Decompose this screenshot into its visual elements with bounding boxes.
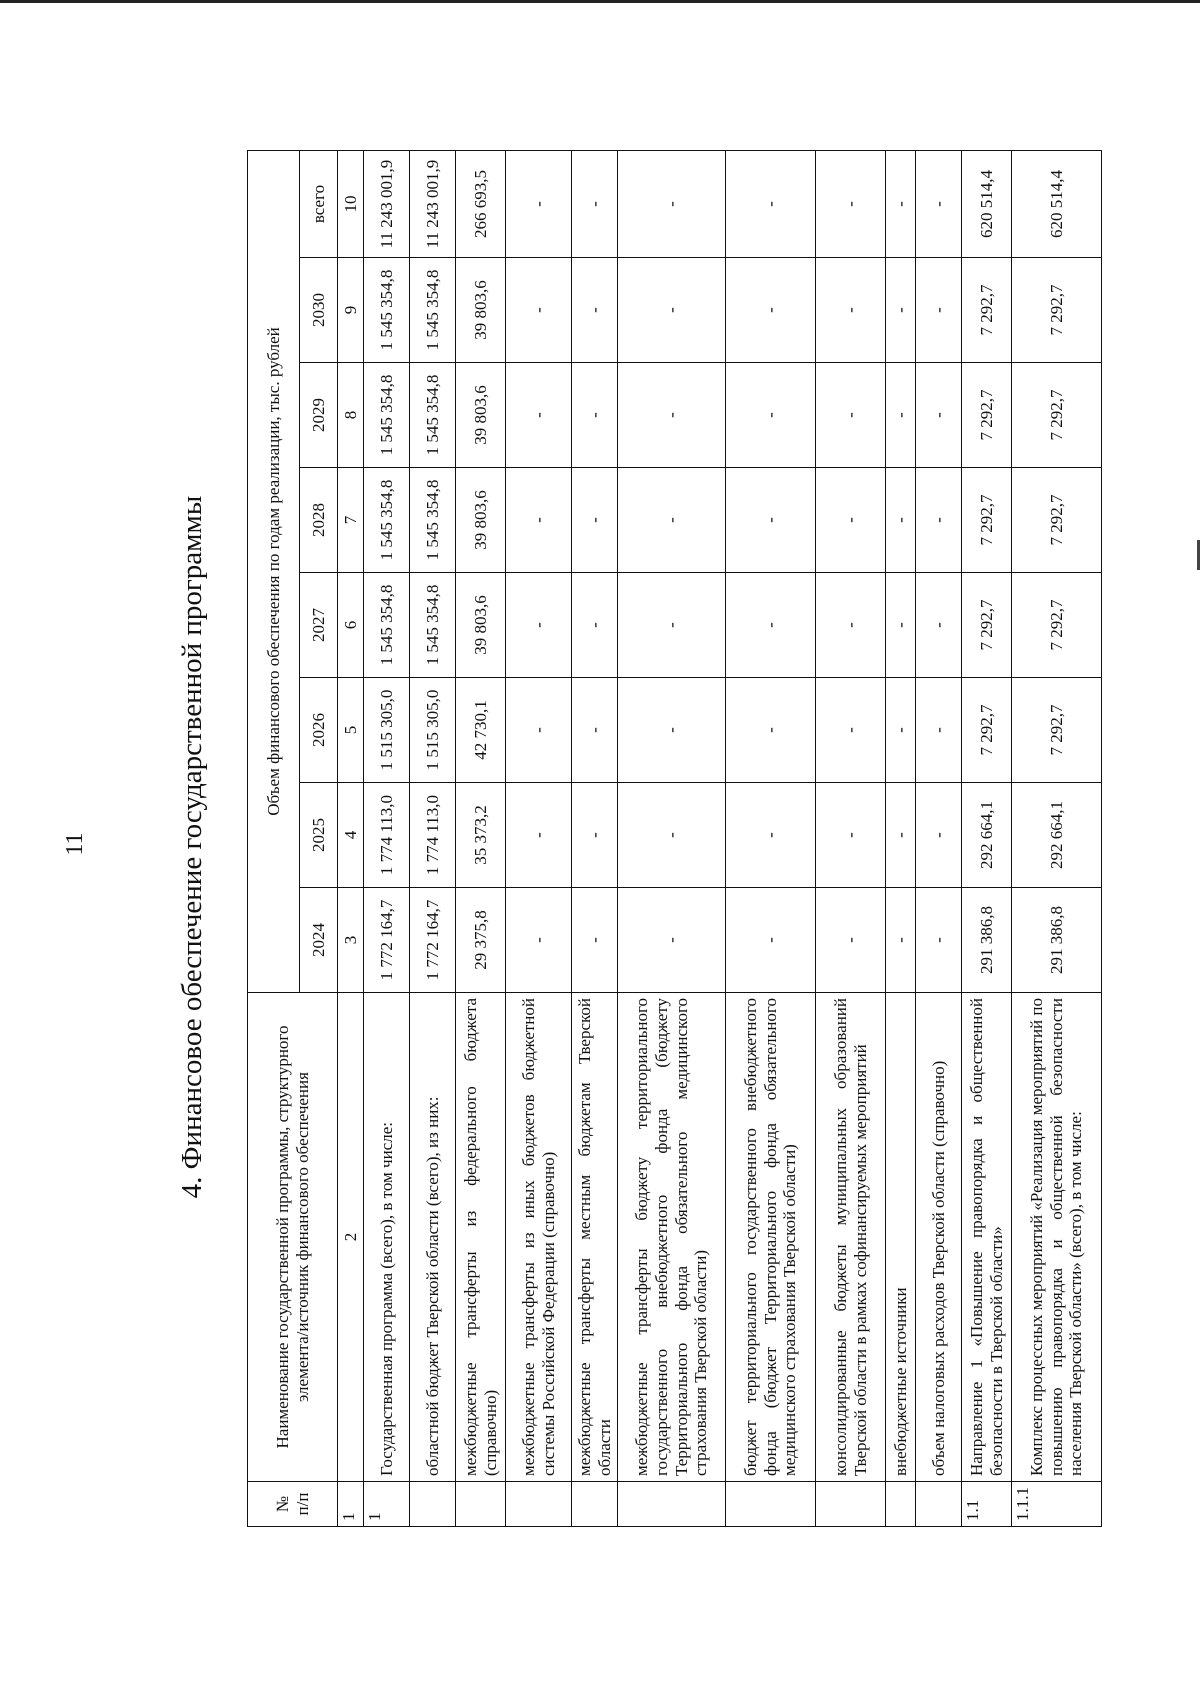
value-cell: - bbox=[506, 468, 572, 573]
value-cell: 39 803,6 bbox=[456, 468, 506, 573]
header-num: № п/п bbox=[248, 1482, 338, 1527]
header-year-2029: 2029 bbox=[300, 363, 338, 468]
value-cell: - bbox=[618, 783, 726, 888]
value-cell: 1 774 113,0 bbox=[410, 783, 456, 888]
row-number bbox=[816, 1482, 886, 1527]
value-cell: - bbox=[618, 258, 726, 363]
value-cell: - bbox=[916, 783, 962, 888]
row-name: Комплекс процессных мероприятий «Реализация мероприятий по повышению правопорядка и общественной безопасности населения Тверской области» (всего), в том числе: bbox=[1012, 993, 1102, 1482]
value-cell: 7 292,7 bbox=[1012, 573, 1102, 678]
value-cell: - bbox=[816, 678, 886, 783]
value-cell: - bbox=[572, 888, 618, 993]
value-cell: 1 772 164,7 bbox=[410, 888, 456, 993]
header-year-2027: 2027 bbox=[300, 573, 338, 678]
value-cell: - bbox=[916, 678, 962, 783]
value-cell: - bbox=[816, 783, 886, 888]
value-cell: - bbox=[726, 363, 816, 468]
header-row-group bbox=[248, 151, 300, 1527]
value-cell: 266 693,5 bbox=[456, 151, 506, 258]
row-number: 1 bbox=[364, 1482, 410, 1527]
value-cell: - bbox=[726, 888, 816, 993]
value-cell: 39 803,6 bbox=[456, 363, 506, 468]
value-cell: 11 243 001,9 bbox=[410, 151, 456, 258]
value-cell: 1 545 354,8 bbox=[364, 363, 410, 468]
header-year-2024: 2024 bbox=[300, 888, 338, 993]
row-name: межбюджетные трансферты местным бюджетам Тверской области bbox=[572, 993, 618, 1482]
value-cell: - bbox=[618, 363, 726, 468]
row-number bbox=[506, 1482, 572, 1527]
value-cell: - bbox=[886, 258, 916, 363]
col-number: 1 bbox=[338, 1482, 364, 1527]
row-number: 1.1.1 bbox=[1012, 1482, 1102, 1527]
value-cell: - bbox=[618, 151, 726, 258]
value-cell: - bbox=[618, 573, 726, 678]
row-name: консолидированные бюджеты муниципальных образований Тверской области в рамках софинансируемых мероприятий bbox=[816, 993, 886, 1482]
value-cell: - bbox=[886, 888, 916, 993]
value-cell: - bbox=[506, 888, 572, 993]
value-cell: - bbox=[886, 363, 916, 468]
col-number: 9 bbox=[338, 258, 364, 363]
col-number: 10 bbox=[338, 151, 364, 258]
value-cell: 42 730,1 bbox=[456, 678, 506, 783]
table-row bbox=[916, 151, 962, 1527]
value-cell: 7 292,7 bbox=[1012, 258, 1102, 363]
value-cell: - bbox=[886, 468, 916, 573]
value-cell: - bbox=[726, 258, 816, 363]
table-row bbox=[410, 151, 456, 1527]
row-name: межбюджетные трансферты бюджету территориального государственного внебюджетного фонда (бюджету Территориального фонда обязательного медицинского страхования Тверской области) bbox=[618, 993, 726, 1482]
value-cell: 7 292,7 bbox=[962, 468, 1012, 573]
value-cell: - bbox=[572, 783, 618, 888]
row-name: межбюджетные трансферты из иных бюджетов бюджетной системы Российской Федерации (справочно) bbox=[506, 993, 572, 1482]
value-cell: - bbox=[816, 573, 886, 678]
table-row bbox=[726, 151, 816, 1527]
value-cell: - bbox=[506, 573, 572, 678]
table-row bbox=[364, 151, 410, 1527]
value-cell: 292 664,1 bbox=[962, 783, 1012, 888]
value-cell: 7 292,7 bbox=[1012, 468, 1102, 573]
col-number: 6 bbox=[338, 573, 364, 678]
value-cell: - bbox=[618, 678, 726, 783]
row-name: Направление 1 «Повышение правопорядка и общественной безопасности в Тверской области» bbox=[962, 993, 1012, 1482]
row-name: объем налоговых расходов Тверской области (справочно) bbox=[916, 993, 962, 1482]
section-title: 4. Финансовое обеспечение государственной программы bbox=[176, 495, 208, 1199]
value-cell: - bbox=[916, 363, 962, 468]
value-cell: - bbox=[572, 151, 618, 258]
header-row-col-numbers bbox=[338, 151, 364, 1527]
value-cell: 1 772 164,7 bbox=[364, 888, 410, 993]
value-cell: - bbox=[916, 258, 962, 363]
table-row bbox=[886, 151, 916, 1527]
value-cell: - bbox=[506, 151, 572, 258]
row-name: межбюджетные трансферты из федерального бюджета (справочно) bbox=[456, 993, 506, 1482]
value-cell: 1 515 305,0 bbox=[410, 678, 456, 783]
value-cell: - bbox=[886, 783, 916, 888]
value-cell: - bbox=[886, 573, 916, 678]
value-cell: - bbox=[916, 888, 962, 993]
value-cell: 291 386,8 bbox=[962, 888, 1012, 993]
row-name: бюджет территориального государственного внебюджетного фонда (бюджет Территориального фонда обязательного медицинского страхования Тверской области) bbox=[726, 993, 816, 1482]
page-number: 11 bbox=[62, 832, 88, 856]
value-cell: 39 803,6 bbox=[456, 573, 506, 678]
table-row bbox=[962, 151, 1012, 1527]
value-cell: - bbox=[618, 468, 726, 573]
header-total: всего bbox=[300, 151, 338, 258]
row-number bbox=[916, 1482, 962, 1527]
value-cell: - bbox=[726, 573, 816, 678]
value-cell: 7 292,7 bbox=[1012, 363, 1102, 468]
col-number: 2 bbox=[338, 993, 364, 1482]
value-cell: - bbox=[618, 888, 726, 993]
value-cell: - bbox=[916, 573, 962, 678]
row-number bbox=[726, 1482, 816, 1527]
header-year-2030: 2030 bbox=[300, 258, 338, 363]
table-row bbox=[1012, 151, 1102, 1527]
financing-table bbox=[247, 150, 1102, 1527]
value-cell: - bbox=[816, 258, 886, 363]
value-cell: - bbox=[726, 678, 816, 783]
value-cell: - bbox=[572, 468, 618, 573]
value-cell: 1 774 113,0 bbox=[364, 783, 410, 888]
value-cell: 1 545 354,8 bbox=[410, 573, 456, 678]
value-cell: - bbox=[506, 363, 572, 468]
value-cell: 292 664,1 bbox=[1012, 783, 1102, 888]
row-name: областной бюджет Тверской области (всего), из них: bbox=[410, 993, 456, 1482]
value-cell: - bbox=[886, 678, 916, 783]
value-cell: 1 545 354,8 bbox=[410, 468, 456, 573]
header-year-2026: 2026 bbox=[300, 678, 338, 783]
value-cell: 35 373,2 bbox=[456, 783, 506, 888]
value-cell: 7 292,7 bbox=[1012, 678, 1102, 783]
financing-table-wrapper bbox=[247, 150, 1102, 1527]
header-funding-group: Объем финансового обеспечения по годам реализации, тыс. рублей bbox=[248, 151, 300, 993]
value-cell: - bbox=[572, 258, 618, 363]
value-cell: 291 386,8 bbox=[1012, 888, 1102, 993]
value-cell: - bbox=[886, 151, 916, 258]
value-cell: 620 514,4 bbox=[1012, 151, 1102, 258]
table-row bbox=[506, 151, 572, 1527]
value-cell: 1 545 354,8 bbox=[410, 258, 456, 363]
header-year-2025: 2025 bbox=[300, 783, 338, 888]
value-cell: - bbox=[816, 363, 886, 468]
value-cell: - bbox=[816, 468, 886, 573]
value-cell: 7 292,7 bbox=[962, 678, 1012, 783]
value-cell: 7 292,7 bbox=[962, 363, 1012, 468]
header-year-2028: 2028 bbox=[300, 468, 338, 573]
value-cell: 620 514,4 bbox=[962, 151, 1012, 258]
value-cell: 1 545 354,8 bbox=[364, 573, 410, 678]
value-cell: - bbox=[726, 783, 816, 888]
row-number bbox=[456, 1482, 506, 1527]
row-number bbox=[410, 1482, 456, 1527]
value-cell: - bbox=[726, 151, 816, 258]
value-cell: 1 515 305,0 bbox=[364, 678, 410, 783]
col-number: 5 bbox=[338, 678, 364, 783]
row-number bbox=[886, 1482, 916, 1527]
value-cell: 11 243 001,9 bbox=[364, 151, 410, 258]
value-cell: 1 545 354,8 bbox=[410, 363, 456, 468]
value-cell: - bbox=[572, 363, 618, 468]
value-cell: 29 375,8 bbox=[456, 888, 506, 993]
col-number: 7 bbox=[338, 468, 364, 573]
value-cell: - bbox=[572, 678, 618, 783]
value-cell: - bbox=[726, 468, 816, 573]
table-row bbox=[618, 151, 726, 1527]
header-name: Наименование государственной программы, структурного элемента/источник финансового обеспечения bbox=[248, 993, 338, 1482]
value-cell: - bbox=[506, 783, 572, 888]
value-cell: - bbox=[506, 678, 572, 783]
table-row bbox=[572, 151, 618, 1527]
row-name: Государственная программа (всего), в том числе: bbox=[364, 993, 410, 1482]
col-number: 3 bbox=[338, 888, 364, 993]
table-row bbox=[816, 151, 886, 1527]
value-cell: 1 545 354,8 bbox=[364, 468, 410, 573]
row-number: 1.1 bbox=[962, 1482, 1012, 1527]
value-cell: - bbox=[816, 151, 886, 258]
col-number: 4 bbox=[338, 783, 364, 888]
value-cell: 7 292,7 bbox=[962, 573, 1012, 678]
row-number bbox=[618, 1482, 726, 1527]
value-cell: 1 545 354,8 bbox=[364, 258, 410, 363]
row-name: внебюджетные источники bbox=[886, 993, 916, 1482]
value-cell: 39 803,6 bbox=[456, 258, 506, 363]
value-cell: 7 292,7 bbox=[962, 258, 1012, 363]
value-cell: - bbox=[816, 888, 886, 993]
row-number bbox=[572, 1482, 618, 1527]
col-number: 8 bbox=[338, 363, 364, 468]
value-cell: - bbox=[916, 151, 962, 258]
table-row bbox=[456, 151, 506, 1527]
value-cell: - bbox=[572, 573, 618, 678]
value-cell: - bbox=[916, 468, 962, 573]
value-cell: - bbox=[506, 258, 572, 363]
